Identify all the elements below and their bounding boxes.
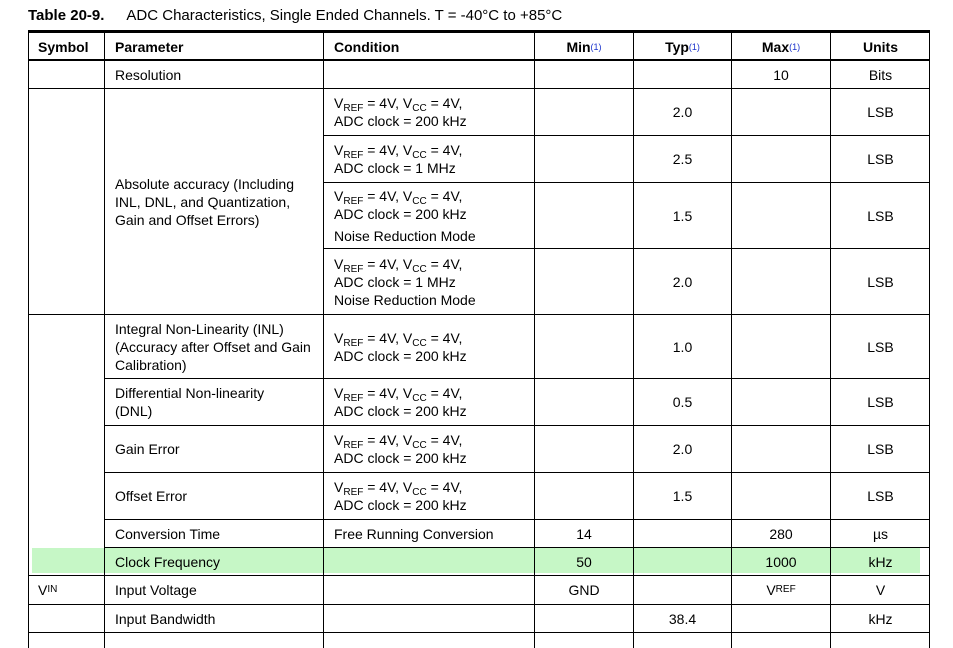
condition-line: $V_{REF} = 4V$, $V_{CC} = 4V$, (334, 479, 463, 498)
table-row-clock-frequency (28, 548, 930, 575)
condition-clock: ADC clock = 1 MHz (334, 273, 456, 290)
typ-cell: 1.5 (672, 488, 693, 504)
typ-cell: 0.5 (672, 394, 693, 410)
units-cell: LSB (867, 104, 894, 120)
row-divider (104, 519, 930, 520)
max-cell: 10 (773, 66, 789, 83)
row-divider (104, 547, 930, 548)
condition-line: $V_{REF} = 4V$, $V_{CC} = 4V$, (334, 187, 463, 207)
condition-clock: ADC clock = 200 kHz (334, 450, 467, 466)
table-number: Table 20-9. (28, 7, 105, 24)
min-cell: 14 (576, 525, 592, 542)
max-cell: V REF (766, 582, 796, 598)
column-divider (323, 33, 324, 648)
parameter-cell: Offset Error (115, 488, 188, 504)
min-cell: 50 (576, 553, 592, 570)
row-divider (28, 88, 930, 89)
condition-mode: Noise Reduction Mode (334, 291, 476, 308)
parameter-cell: Conversion Time (115, 525, 221, 542)
column-divider (830, 33, 831, 648)
parameter-cell: Input Voltage (115, 582, 197, 598)
table-border-right (929, 33, 930, 648)
condition-cell (324, 315, 534, 378)
row-divider (323, 248, 930, 249)
condition-clock: ADC clock = 200 kHz (334, 113, 467, 129)
units-cell: LSB (867, 151, 894, 167)
column-divider (104, 33, 105, 648)
table-row-abs-acc-1 (28, 89, 930, 135)
typ-cell: 1.5 (672, 207, 693, 224)
parameter-cell: Integral Non-Linearity (INL) (Accuracy after Offset and Gain Calibration) (115, 320, 311, 373)
condition-line: $V_{REF} = 4V$, $V_{CC} = 4V$, (334, 432, 463, 451)
condition-cell (324, 183, 534, 248)
condition-cell (324, 136, 534, 182)
condition-cell (324, 473, 534, 519)
units-cell: V (875, 582, 886, 598)
units-cell: kHz (868, 610, 893, 627)
header-min-label: Min (566, 38, 591, 55)
typ-cell: 2.0 (672, 441, 693, 457)
header-max: Max (1) (761, 38, 801, 55)
condition-cell (324, 379, 534, 425)
header-units: Units (863, 38, 898, 55)
parameter-cell: Gain Error (115, 441, 180, 457)
column-divider (534, 33, 535, 648)
units-cell: LSB (867, 273, 894, 290)
condition-line: $V_{REF} = 4V$, $V_{CC} = 4V$, (334, 255, 463, 275)
row-divider (28, 632, 930, 633)
parameter-text: Absolute accuracy (Including INL, DNL, and Quantization, Gain and Offset Errors) (115, 175, 294, 228)
row-divider (104, 378, 930, 379)
table-row-gain-error (28, 426, 930, 472)
units-cell: kHz (868, 553, 893, 570)
row-divider (323, 135, 930, 136)
header-symbol: Symbol (38, 38, 89, 55)
condition-cell (324, 89, 534, 135)
units-cell: µs (872, 525, 889, 542)
row-divider (104, 425, 930, 426)
typ-cell: 2.0 (672, 273, 693, 290)
header-min: Min (1) (566, 38, 602, 55)
row-divider (323, 182, 930, 183)
condition-cell (324, 426, 534, 472)
parameter-cell: Input Bandwidth (115, 610, 216, 627)
typ-cell: 1.0 (672, 338, 693, 355)
table-row-inl (28, 315, 930, 378)
units-cell: Bits (868, 66, 893, 83)
condition-clock: ADC clock = 200 kHz (334, 403, 467, 419)
column-divider (731, 33, 732, 648)
table-title: ADC Characteristics, Single Ended Channels. T = -40°C to +85°C (126, 7, 563, 24)
table-caption (28, 7, 562, 24)
units-cell: LSB (867, 488, 894, 504)
units-cell: LSB (867, 441, 894, 457)
header-condition: Condition (334, 38, 400, 55)
row-divider (104, 472, 930, 473)
condition-cell: Free Running Conversion (334, 525, 494, 542)
condition-line: $V_{REF} = 4V$, $V_{CC} = 4V$, (334, 142, 463, 161)
column-divider (633, 33, 634, 648)
condition-line: $V_{REF} = 4V$, $V_{CC} = 4V$, (334, 329, 463, 349)
condition-clock: ADC clock = 200 kHz (334, 347, 467, 364)
units-cell: LSB (867, 394, 894, 410)
table-row-input-voltage (28, 576, 930, 604)
max-cell: 280 (769, 525, 793, 542)
parameter-cell: Resolution (115, 66, 182, 83)
condition-clock: ADC clock = 1 MHz (334, 160, 456, 176)
table-row-abs-acc-3 (28, 183, 930, 248)
typ-cell: 38.4 (668, 610, 697, 627)
header-max-label: Max (761, 38, 790, 55)
units-cell: LSB (867, 207, 894, 224)
row-divider (28, 575, 930, 576)
row-divider (28, 604, 930, 605)
table-row-input-bandwidth (28, 605, 930, 632)
header-parameter: Parameter (115, 38, 184, 55)
row-divider (28, 314, 930, 315)
condition-mode: Noise Reduction Mode (334, 227, 476, 244)
table-border-left (28, 33, 29, 648)
condition-clock: ADC clock = 200 kHz (334, 205, 467, 222)
table-row-offset-error (28, 473, 930, 519)
table-row-dnl (28, 379, 930, 425)
header-typ-label: Typ (665, 38, 689, 55)
table-row-conversion-time (28, 520, 930, 547)
min-cell: GND (568, 582, 600, 598)
symbol-cell: V IN (38, 582, 58, 598)
header-typ: Typ (1) (665, 38, 700, 55)
table-row-abs-acc-4 (28, 249, 930, 314)
units-cell: LSB (867, 338, 894, 355)
parameter-cell: Clock Frequency (115, 553, 221, 570)
parameter-cell: Differential Non-linearity (DNL) (115, 385, 265, 419)
table-header-row (28, 33, 930, 60)
max-cell: 1000 (765, 553, 797, 570)
condition-line: $V_{REF} = 4V$, $V_{CC} = 4V$, (334, 385, 463, 404)
condition-cell (324, 249, 534, 314)
condition-clock: ADC clock = 200 kHz (334, 497, 467, 513)
condition-line: $V_{REF} = 4V$, $V_{CC} = 4V$, (334, 95, 463, 114)
typ-cell: 2.5 (672, 151, 693, 167)
table-row-resolution (28, 61, 930, 88)
typ-cell: 2.0 (672, 104, 693, 120)
header-rule (28, 59, 930, 61)
table-row-abs-acc-2 (28, 136, 930, 182)
